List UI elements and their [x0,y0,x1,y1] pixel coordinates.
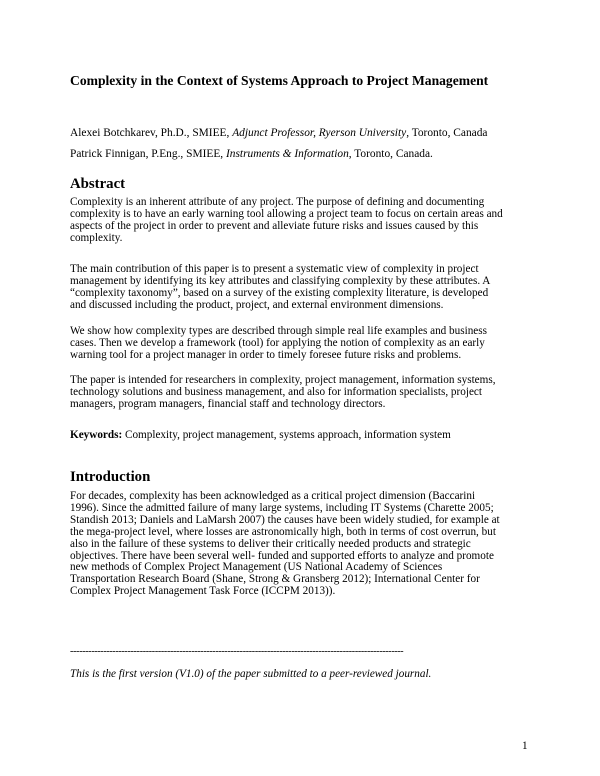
author-affiliation: Adjunct Professor, Ryerson University [232,127,407,139]
paper-title: Complexity in the Context of Systems Approach to Project Management [70,73,489,88]
author-line-2 [70,148,433,160]
keywords-line [70,430,540,442]
text-line: The paper is intended for researchers in complexity, project management, information systems, [70,374,496,386]
keywords-label: Keywords: [70,429,123,441]
abstract-paragraph-2 [70,264,540,312]
footnote: This is the first version (V1.0) of the paper submitted to a peer-reviewed journal. [70,668,432,680]
author-location: , Toronto, Canada. [348,148,433,160]
text-line: also in the failure of these systems to deliver their critically needed products and strategic [70,537,471,550]
text-line: For decades, complexity has been acknowledged as a critical project dimension (Baccarini [70,490,476,502]
text-line: cases. Then we develop a framework (tool) for applying the notion of complexity as an early [70,336,485,349]
footnote-separator: -------------------------------------------------------------------------------------------------------------- [70,646,404,657]
author-location: , Toronto, Canada [406,127,488,139]
text-line: Transportation Research Board (Shane, Strong & Gransberg 2012); International Center for [70,573,480,586]
author-affiliation: Instruments & Information [226,148,349,160]
text-line: complexity. [70,231,123,244]
text-line: Standish 2013; Daniels and LaMarsh 2007) the causes have been widely studied, for example at [70,513,500,526]
text-line: managers, program managers, financial staff and technology directors. [70,397,386,410]
abstract-paragraph-3 [70,326,540,362]
page-number: 1 [522,740,528,752]
text-line: technology solutions and business management, and also for information specialists, project [70,385,482,398]
keywords-text: Complexity, project management, systems approach, information system [122,429,451,441]
text-line: Complex Project Management Task Force (ICCPM 2013)). [70,585,336,598]
text-line: We show how complexity types are described through simple real life examples and business [70,325,487,337]
introduction-heading: Introduction [70,469,151,485]
author-line-1 [70,127,487,139]
abstract-paragraph-4 [70,375,540,411]
text-line: and discussed including the product, project, and external environment dimensions. [70,298,444,311]
text-line: aspects of the project in order to prevent and alleviate future risks and issues caused by this [70,219,479,232]
author-name: Patrick Finnigan, P.Eng., SMIEE, [70,148,226,160]
text-line: The main contribution of this paper is to present a systematic view of complexity in project [70,263,479,275]
abstract-heading: Abstract [70,176,126,192]
text-line: management by identifying its key attributes and classifying complexity by these attributes. A [70,274,491,287]
text-line: new methods of Complex Project Management (US National Academy of Sciences [70,561,443,574]
abstract-paragraph-1 [70,197,540,245]
text-line: objectives. There have been several well- funded and supported efforts to analyze and promote [70,549,494,562]
text-line: warning tool for a project manager in order to timely foresee future risks and problems. [70,348,462,361]
text-line: complexity is to have an early warning tool allowing a project team to focus on certain areas and [70,207,503,220]
author-name: Alexei Botchkarev, Ph.D., SMIEE, [70,127,233,139]
text-line: 1996). Since the admitted failure of many large systems, including IT Systems (Charette 2005; [70,501,494,514]
text-line: the mega-project level, where losses are astronomically high, both in terms of cost overrun, but [70,525,496,538]
introduction-paragraph-1 [70,491,540,598]
text-line: Complexity is an inherent attribute of any project. The purpose of defining and documenting [70,196,485,208]
text-line: “complexity taxonomy”, based on a survey of the existing complexity literature, is developed [70,286,489,299]
